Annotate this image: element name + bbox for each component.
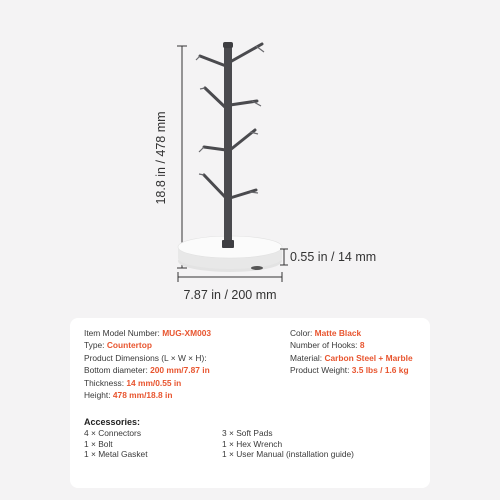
accessories-column-left <box>84 428 148 460</box>
accessory-item: 1 × User Manual (installation guide) <box>222 449 354 460</box>
spec-weight: Product Weight: 3.5 lbs / 1.6 kg <box>290 365 409 376</box>
accessory-item: 1 × Hex Wrench <box>222 438 283 449</box>
accessories-column-right <box>222 428 354 460</box>
spec-material: Material: Carbon Steel + Marble <box>290 352 413 363</box>
accessory-item: 3 × Soft Pads <box>222 428 273 438</box>
spec-column-right <box>290 327 413 377</box>
spec-color: Color: Matte Black <box>290 328 362 338</box>
spec-thickness: Thickness: 14 mm/0.55 in <box>84 377 182 388</box>
spec-hooks: Number of Hooks: 8 <box>290 340 365 351</box>
spec-height: Height: 478 mm/18.8 in <box>84 390 173 401</box>
thickness-label: 0.55 in / 14 mm <box>290 250 377 264</box>
height-label: 18.8 in / 478 mm <box>154 111 168 205</box>
diameter-dimension-line <box>178 272 282 282</box>
accessory-item: 4 × Connectors <box>84 428 142 438</box>
accessory-item: 1 × Bolt <box>84 438 113 449</box>
spec-bottom-diameter: Bottom diameter: 200 mm/7.87 in <box>84 365 210 376</box>
spec-dimensions-heading: Product Dimensions (L × W × H): <box>84 352 207 363</box>
height-dimension-line <box>177 46 187 268</box>
spec-card <box>70 318 430 488</box>
spec-column-left <box>84 327 211 401</box>
spec-model: Item Model Number: MUG-XM003 <box>84 328 212 338</box>
tree-pole <box>222 42 234 248</box>
spec-type: Type: Countertop <box>84 340 152 351</box>
accessory-item: 1 × Metal Gasket <box>84 449 148 460</box>
accessories-title: Accessories: <box>84 417 141 427</box>
diameter-label: 7.87 in / 200 mm <box>183 288 277 302</box>
